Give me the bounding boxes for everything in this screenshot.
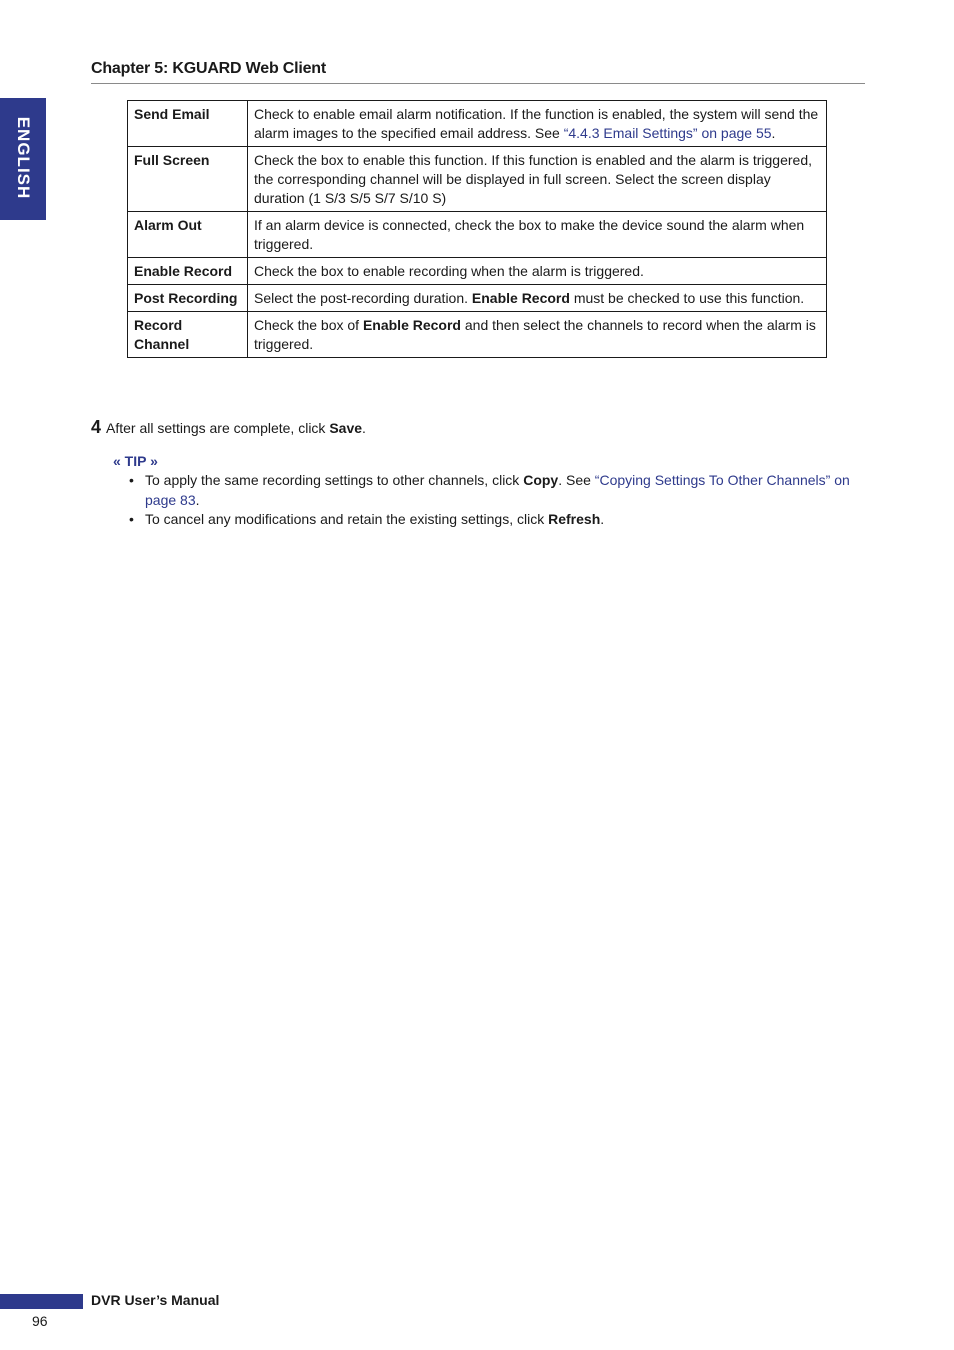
bold-term: Enable Record bbox=[471, 290, 570, 306]
tip-text: To cancel any modifications and retain the existing settings, click bbox=[145, 511, 549, 527]
tip-heading: « TIP » bbox=[113, 453, 158, 469]
setting-name: Alarm Out bbox=[128, 212, 248, 258]
setting-description bbox=[248, 285, 827, 312]
language-side-tab bbox=[0, 98, 46, 220]
table-row bbox=[128, 147, 827, 212]
setting-name: Send Email bbox=[128, 101, 248, 147]
list-item bbox=[127, 471, 857, 510]
table-row bbox=[128, 258, 827, 285]
setting-description bbox=[248, 101, 827, 147]
setting-name: Post Recording bbox=[128, 285, 248, 312]
copy-term: Copy bbox=[523, 472, 559, 488]
bold-term: Enable Record bbox=[362, 317, 461, 333]
list-item bbox=[127, 510, 857, 530]
refresh-term: Refresh bbox=[548, 511, 601, 527]
setting-name: Enable Record bbox=[128, 258, 248, 285]
tip-text: . bbox=[600, 511, 605, 527]
footer-accent-bar bbox=[0, 1294, 83, 1309]
description-text: and then select the channels to record when the alarm is triggered. bbox=[254, 317, 816, 352]
step-text: . bbox=[362, 420, 366, 436]
setting-name: Record Channel bbox=[128, 312, 248, 358]
description-text: . bbox=[771, 125, 776, 141]
tip-text: . See bbox=[558, 472, 595, 488]
description-text: Check to enable email alarm notification. If the function is enabled, the system will send the alarm images to the specified email address. See bbox=[254, 106, 819, 141]
page-number: 96 bbox=[32, 1313, 48, 1329]
header-divider bbox=[91, 83, 865, 84]
setting-name: Full Screen bbox=[128, 147, 248, 212]
table-row bbox=[128, 312, 827, 358]
setting-description bbox=[248, 312, 827, 358]
alarm-settings-table bbox=[127, 100, 827, 358]
table-row bbox=[128, 101, 827, 147]
step-instruction bbox=[91, 417, 366, 438]
step-number: 4 bbox=[91, 417, 102, 437]
tip-list bbox=[127, 471, 857, 530]
description-text: must be checked to use this function. bbox=[569, 290, 805, 306]
copying-settings-link[interactable]: “Copying Settings To Other Channels” on page 83 bbox=[145, 472, 850, 508]
setting-description: If an alarm device is connected, check the box to make the device sound the alarm when triggered. bbox=[248, 212, 827, 258]
setting-description: Check the box to enable this function. If this function is enabled and the alarm is triggered, the corresponding channel will be displayed in full screen. Select the screen display duration (1 S/3 S/5 S/7 S/10 S) bbox=[248, 147, 827, 212]
setting-description: Check the box to enable recording when the alarm is triggered. bbox=[248, 258, 827, 285]
step-text: After all settings are complete, click bbox=[106, 420, 330, 436]
tip-text: . bbox=[195, 491, 200, 508]
description-text: Select the post-recording duration. bbox=[254, 290, 472, 306]
side-tab-label: ENGLISH bbox=[14, 116, 33, 200]
tip-text: To apply the same recording settings to other channels, click bbox=[145, 472, 524, 488]
email-settings-link[interactable]: “4.4.3 Email Settings” on page 55 bbox=[563, 125, 772, 141]
table-row bbox=[128, 285, 827, 312]
table-row bbox=[128, 212, 827, 258]
chapter-title: Chapter 5: KGUARD Web Client bbox=[91, 60, 327, 77]
footer-title: DVR User’s Manual bbox=[91, 1292, 220, 1308]
save-term: Save bbox=[329, 420, 363, 436]
description-text: Check the box of bbox=[254, 317, 363, 333]
